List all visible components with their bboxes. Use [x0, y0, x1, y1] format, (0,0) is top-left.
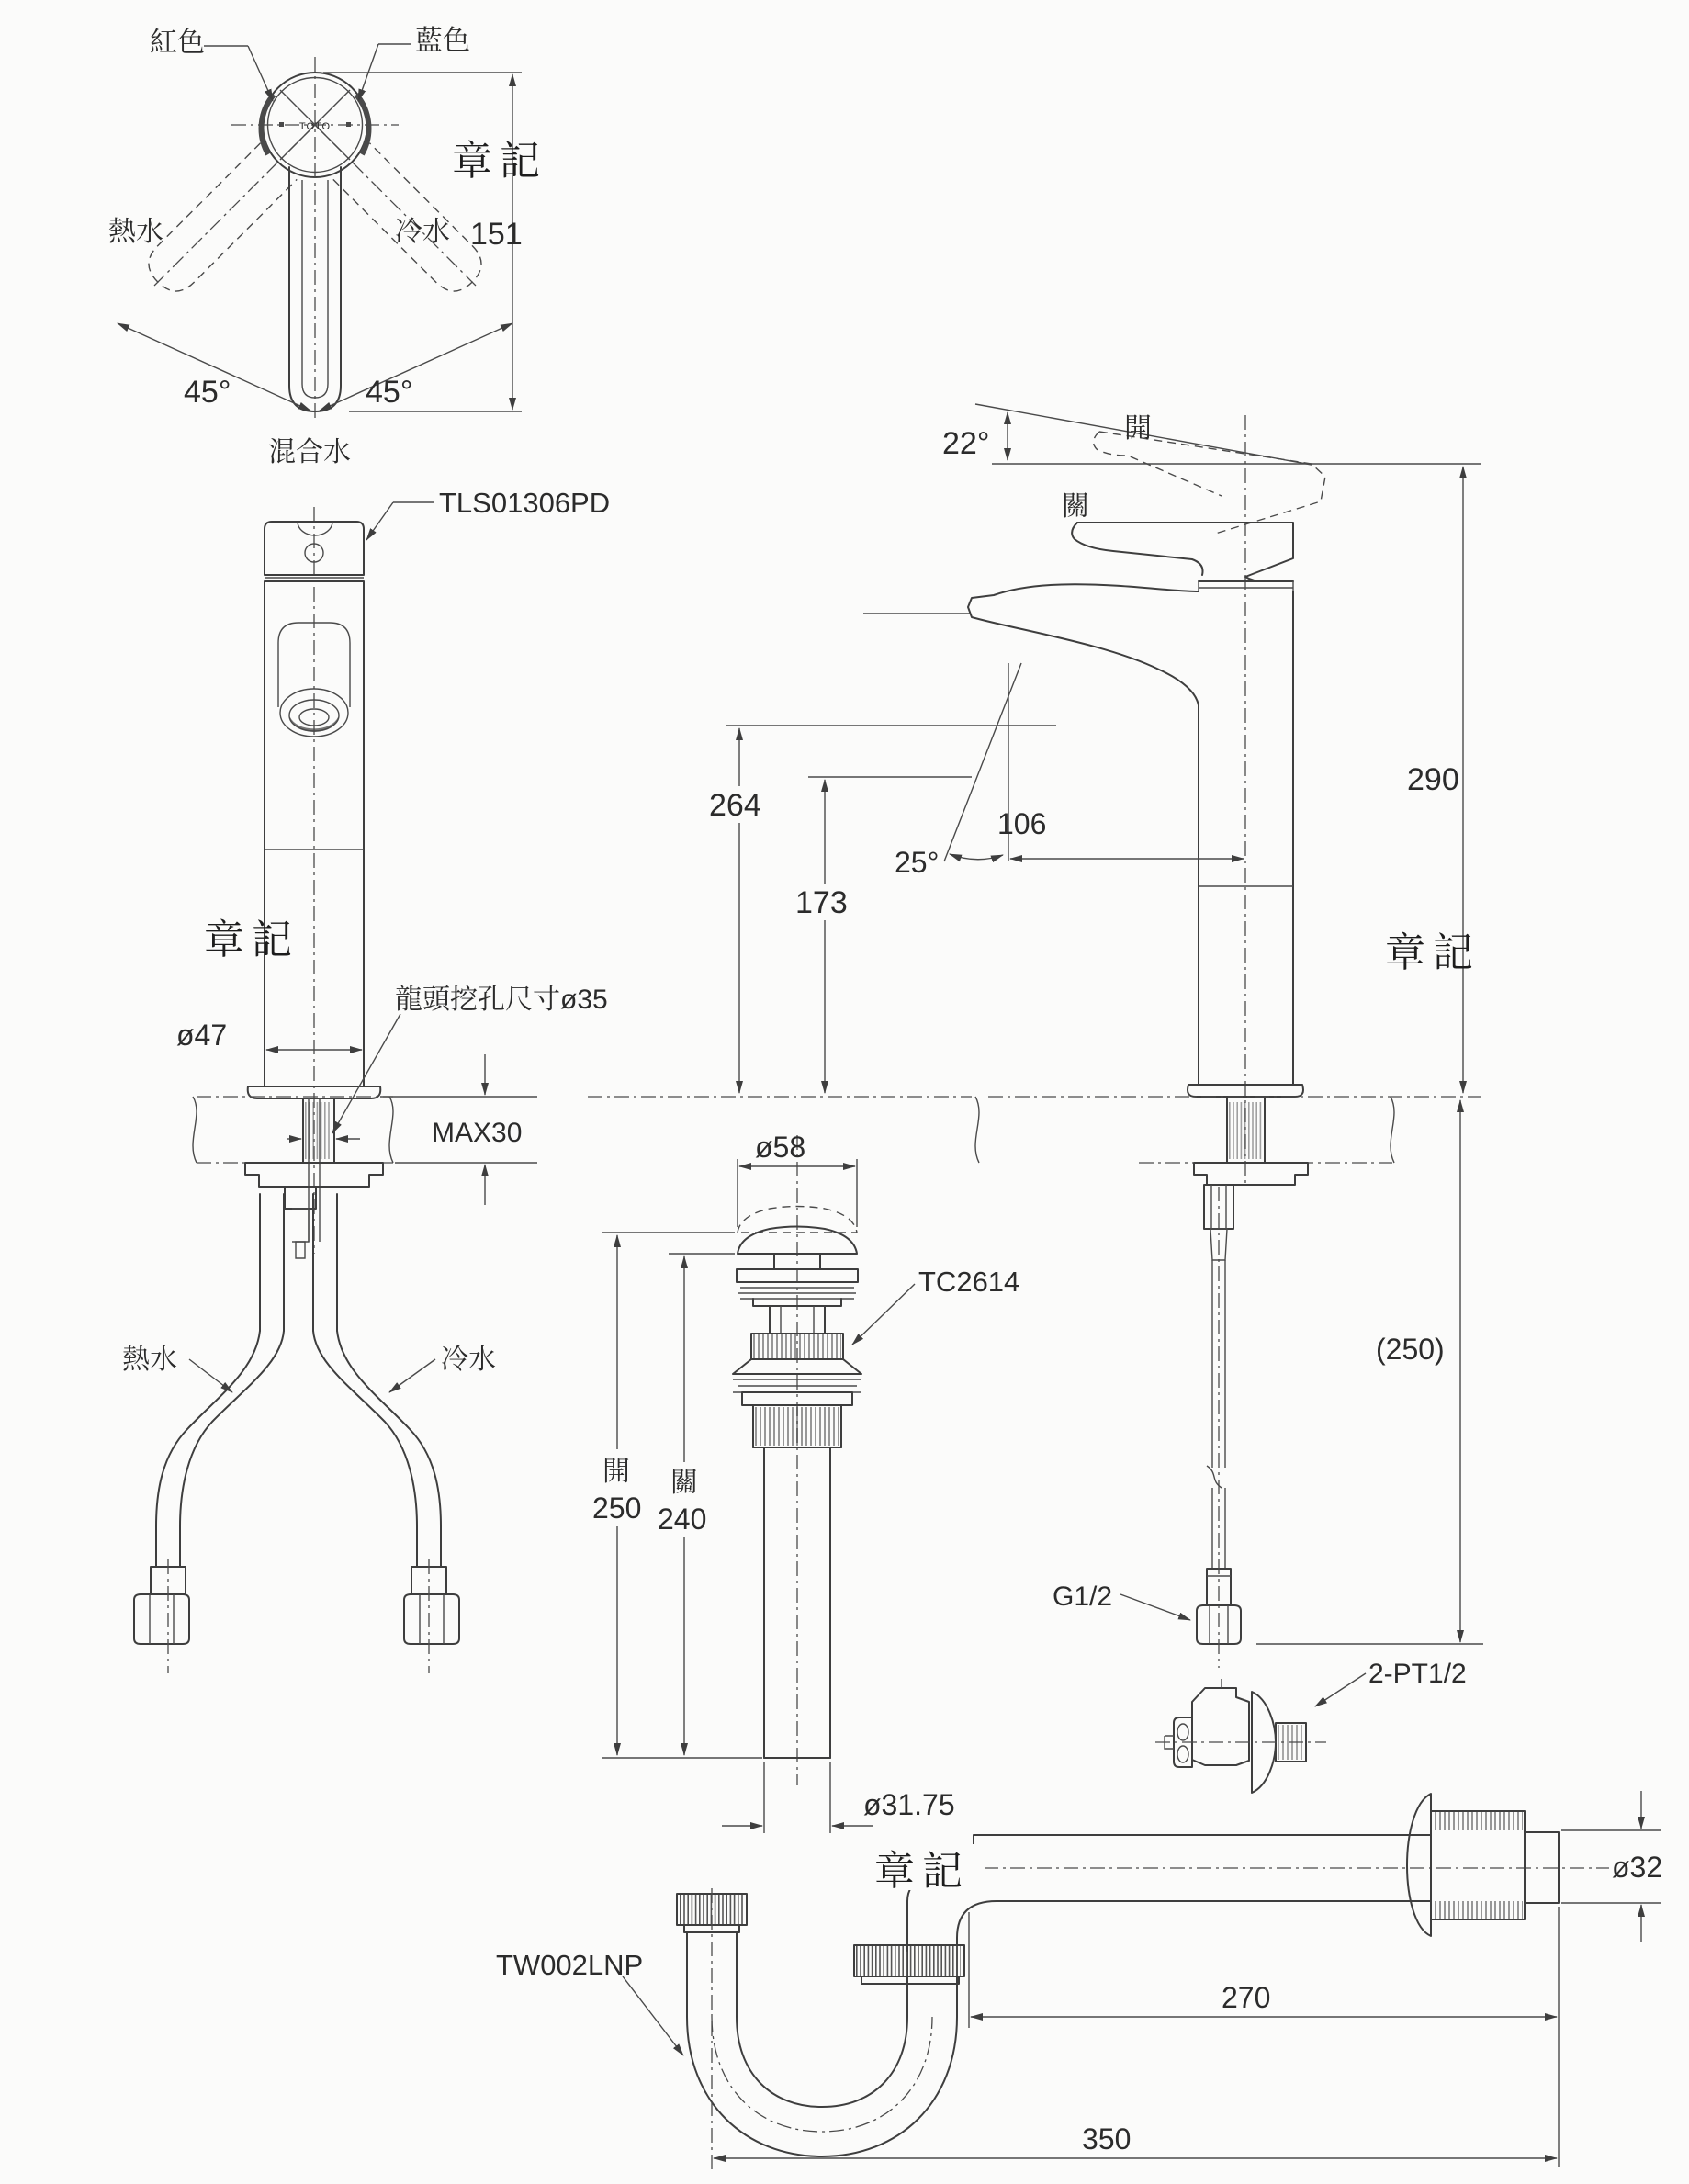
outlet-height-dim: 173: [795, 885, 848, 920]
close-label: 關: [1062, 491, 1089, 522]
wall-flange: [1407, 1794, 1431, 1936]
reach-dim: 106: [997, 807, 1047, 840]
outlet-angle-dim: 25°: [895, 846, 940, 879]
drain-cap-dia-dim: ø58: [755, 1131, 806, 1164]
hot-water-label-front: 熱水: [122, 1345, 177, 1375]
stamp-trap: 章記: [874, 1849, 970, 1894]
top-view-handle-rotation: [108, 26, 547, 467]
top-view-height-dim: 151: [470, 217, 523, 252]
mixed-water-label: 混合水: [268, 437, 351, 467]
side-view-faucet: [588, 404, 1483, 1793]
swing-angle-left: 45°: [184, 375, 231, 410]
spout-height-dim: 264: [709, 788, 761, 823]
deck-thickness-dim: MAX30: [432, 1118, 523, 1148]
g12-label: G1/2: [1053, 1582, 1113, 1612]
hose-length-dim: (250): [1376, 1333, 1445, 1366]
blue-label: 藍色: [415, 26, 470, 56]
angle-valve: [1155, 1679, 1326, 1793]
swing-angle-right: 45°: [366, 375, 413, 410]
trap-code-label: TW002LNP: [496, 1949, 644, 1981]
front-view-faucet: [122, 487, 610, 1673]
red-label: 紅色: [150, 28, 205, 58]
hot-water-label-top: 熱水: [108, 217, 163, 247]
popup-drain: [590, 1131, 1019, 1833]
valve-thread-label: 2-PT1/2: [1368, 1659, 1467, 1689]
open-label: 開: [1124, 413, 1152, 444]
handle-lever-inner: [302, 180, 328, 398]
drain-code-label: TC2614: [918, 1266, 1020, 1298]
product-code-label: TLS01306PD: [439, 487, 611, 519]
cold-water-label-front: 冷水: [441, 1345, 496, 1375]
toto-logo: TOTO: [298, 121, 332, 132]
trap-wall-offset-dim: 270: [1222, 1981, 1271, 2014]
stamp-top: 章記: [452, 139, 547, 184]
handle-closed: [1077, 523, 1293, 581]
drain-close-label: 關: [670, 1468, 698, 1498]
stamp-side: 章記: [1385, 930, 1481, 975]
handle-open-dashed: [1094, 432, 1325, 535]
drain-open-length: 250: [592, 1492, 642, 1525]
total-height-dim: 290: [1407, 762, 1459, 797]
body-dia-dim: ø47: [176, 1019, 228, 1052]
open-angle-dim: 22°: [942, 426, 990, 461]
cold-water-label-top: 冷水: [395, 217, 450, 247]
hot-hose-nut: [134, 1594, 189, 1644]
mounting-clamp-side: [1194, 1163, 1308, 1185]
cold-hose-nut: [404, 1594, 459, 1644]
trap-outlet-dia-dim: ø32: [1612, 1851, 1663, 1884]
hole-size-note: 龍頭挖孔尺寸ø35: [395, 985, 608, 1015]
drain-open-label: 開: [602, 1457, 630, 1487]
drain-close-length: 240: [658, 1503, 707, 1536]
drain-tail-dia-dim: ø31.75: [863, 1788, 955, 1821]
trap-total-width-dim: 350: [1082, 2122, 1132, 2156]
p-trap: [496, 1791, 1677, 2169]
stamp-front: 章記: [204, 918, 299, 963]
